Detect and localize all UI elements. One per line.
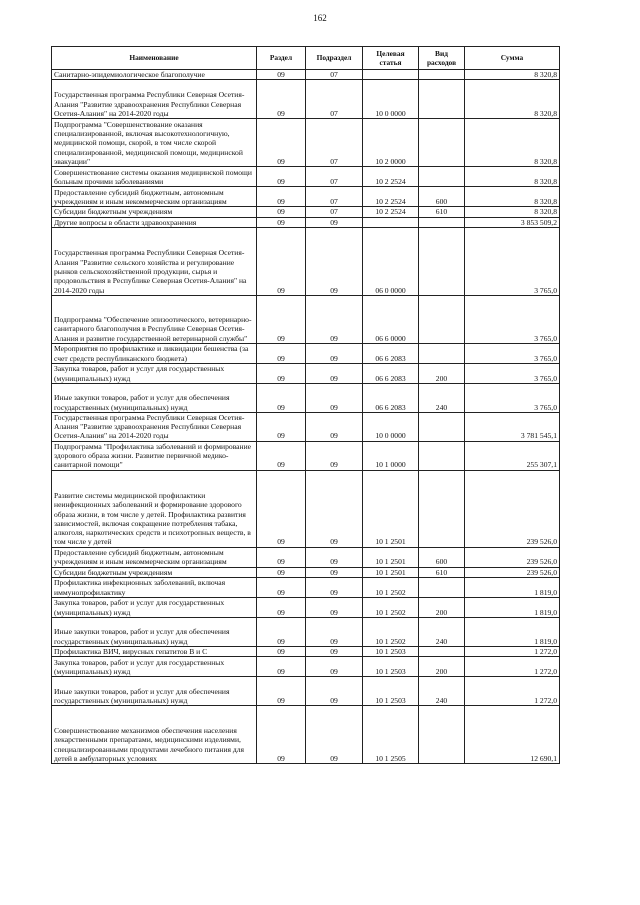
row-section-cell: 09 (257, 578, 306, 598)
row-subsection-cell: 07 (306, 80, 363, 119)
row-sum-cell: 3 853 509,2 (465, 217, 560, 227)
row-target-cell: 10 1 2501 (363, 567, 419, 577)
row-name-cell: Иные закупки товаров, работ и услуг для обеспечения государственных (муниципальных) нужд (52, 383, 257, 412)
row-section-cell: 09 (257, 441, 306, 470)
table-row (52, 441, 560, 470)
row-name-cell: Подпрограмма "Совершенствование оказания специализированной, включая высокотехнологичную, медицинской помощи, скорой, в том числе скорой специализированной, медицинской помощи, медицинской эвакуации" (52, 119, 257, 167)
row-sum-cell: 3 765,0 (465, 227, 560, 295)
table-row (52, 363, 560, 383)
row-target-cell: 10 2 0000 (363, 119, 419, 167)
row-target-cell (363, 217, 419, 227)
header-subsection: Подраздел (306, 47, 363, 70)
row-name-cell: Подпрограмма "Профилактика заболеваний и формирование здорового образа жизни. Развитие первичной медико-санитарной помощи" (52, 441, 257, 470)
row-kind-cell: 200 (419, 363, 465, 383)
table-row (52, 187, 560, 207)
row-name-cell: Санитарно-эпидемиологическое благополучие (52, 70, 257, 80)
row-subsection-cell: 09 (306, 217, 363, 227)
budget-table (51, 46, 560, 764)
row-sum-cell: 8 320,8 (465, 167, 560, 187)
row-sum-cell: 3 765,0 (465, 295, 560, 343)
row-kind-cell: 240 (419, 618, 465, 647)
row-sum-cell: 1 819,0 (465, 598, 560, 618)
row-subsection-cell: 07 (306, 187, 363, 207)
row-target-cell: 10 1 2503 (363, 657, 419, 677)
row-name-cell: Закупка товаров, работ и услуг для государственных (муниципальных) нужд (52, 598, 257, 618)
header-section: Раздел (257, 47, 306, 70)
row-kind-cell (419, 217, 465, 227)
table-row (52, 119, 560, 167)
row-name-cell: Другие вопросы в области здравоохранения (52, 217, 257, 227)
row-name-cell: Государственная программа Республики Северная Осетия-Алания "Развитие сельского хозяйства и регулирование рынков сельскохозяйственной продукции, сырья и продовольствия в Республике Северная Осетия-Алания" на 2014-2020 годы (52, 227, 257, 295)
row-name-cell: Предоставление субсидий бюджетным, автономным учреждениям и иным некоммерческим организациям (52, 547, 257, 567)
row-sum-cell: 3 781 545,1 (465, 412, 560, 441)
row-subsection-cell: 09 (306, 706, 363, 764)
row-subsection-cell: 09 (306, 567, 363, 577)
row-sum-cell: 1 272,0 (465, 677, 560, 706)
row-kind-cell: 200 (419, 598, 465, 618)
header-name: Наименование (52, 47, 257, 70)
row-name-cell: Субсидии бюджетным учреждениям (52, 207, 257, 217)
row-target-cell: 10 2 2524 (363, 187, 419, 207)
row-kind-cell (419, 343, 465, 363)
row-target-cell: 10 1 2503 (363, 677, 419, 706)
row-name-cell: Закупка товаров, работ и услуг для государственных (муниципальных) нужд (52, 657, 257, 677)
row-kind-cell (419, 578, 465, 598)
row-section-cell: 09 (257, 567, 306, 577)
table-row (52, 295, 560, 343)
row-target-cell: 06 6 0000 (363, 295, 419, 343)
row-target-cell: 10 1 2501 (363, 470, 419, 547)
row-kind-cell: 240 (419, 383, 465, 412)
row-kind-cell (419, 167, 465, 187)
table-row (52, 547, 560, 567)
row-name-cell: Государственная программа Республики Северная Осетия-Алания "Развитие здравоохранения Республики Северная Осетия-Алания" на 2014-2020 годы (52, 80, 257, 119)
row-target-cell: 06 6 2083 (363, 343, 419, 363)
row-target-cell: 06 0 0000 (363, 227, 419, 295)
row-name-cell: Мероприятия по профилактике и ликвидации бешенства (за счет средств республиканского бюджета) (52, 343, 257, 363)
row-subsection-cell: 09 (306, 383, 363, 412)
row-name-cell: Подпрограмма "Обеспечение эпизоотического, ветеринарно-санитарного благополучия в Республике Северная Осетия-Алания и развитие государственной ветеринарной службы" (52, 295, 257, 343)
table-row (52, 677, 560, 706)
row-sum-cell: 8 320,8 (465, 80, 560, 119)
row-kind-cell: 600 (419, 547, 465, 567)
row-target-cell: 10 2 2524 (363, 207, 419, 217)
row-target-cell: 10 1 2503 (363, 647, 419, 657)
row-subsection-cell: 09 (306, 647, 363, 657)
row-section-cell: 09 (257, 343, 306, 363)
row-subsection-cell: 07 (306, 119, 363, 167)
row-section-cell: 09 (257, 70, 306, 80)
row-target-cell: 10 1 2501 (363, 547, 419, 567)
row-subsection-cell: 09 (306, 578, 363, 598)
row-kind-cell (419, 295, 465, 343)
row-target-cell (363, 70, 419, 80)
row-section-cell: 09 (257, 187, 306, 207)
header-target: Целевая статья (363, 47, 419, 70)
row-subsection-cell: 09 (306, 677, 363, 706)
row-kind-cell (419, 412, 465, 441)
row-kind-cell: 610 (419, 567, 465, 577)
table-row (52, 383, 560, 412)
row-subsection-cell: 09 (306, 470, 363, 547)
row-section-cell: 09 (257, 227, 306, 295)
row-section-cell: 09 (257, 119, 306, 167)
row-target-cell: 06 6 2083 (363, 383, 419, 412)
table-header-row (52, 47, 560, 70)
row-name-cell: Иные закупки товаров, работ и услуг для обеспечения государственных (муниципальных) нужд (52, 618, 257, 647)
row-subsection-cell: 09 (306, 441, 363, 470)
table-row (52, 80, 560, 119)
row-target-cell: 10 1 2502 (363, 578, 419, 598)
table-row (52, 578, 560, 598)
table-row (52, 217, 560, 227)
row-kind-cell (419, 706, 465, 764)
row-name-cell: Иные закупки товаров, работ и услуг для обеспечения государственных (муниципальных) нужд (52, 677, 257, 706)
table-row (52, 70, 560, 80)
table-row (52, 567, 560, 577)
row-kind-cell (419, 227, 465, 295)
row-target-cell: 06 6 2083 (363, 363, 419, 383)
row-sum-cell: 1 819,0 (465, 578, 560, 598)
row-name-cell: Профилактика ВИЧ, вирусных гепатитов В и С (52, 647, 257, 657)
row-target-cell: 10 1 2502 (363, 598, 419, 618)
row-subsection-cell: 09 (306, 227, 363, 295)
row-name-cell: Профилактика инфекционных заболеваний, включая иммунопрофилактику (52, 578, 257, 598)
row-kind-cell (419, 70, 465, 80)
row-kind-cell (419, 119, 465, 167)
row-section-cell: 09 (257, 207, 306, 217)
row-sum-cell: 239 526,0 (465, 547, 560, 567)
row-subsection-cell: 09 (306, 295, 363, 343)
row-name-cell: Совершенствование системы оказания медицинской помощи больным прочими заболеваниями (52, 167, 257, 187)
row-name-cell: Государственная программа Республики Северная Осетия-Алания "Развитие здравоохранения Республики Северная Осетия-Алания" на 2014-2020 годы (52, 412, 257, 441)
row-subsection-cell: 07 (306, 167, 363, 187)
page-number: 162 (313, 13, 327, 23)
row-kind-cell: 600 (419, 187, 465, 207)
row-target-cell: 10 1 0000 (363, 441, 419, 470)
table-row (52, 706, 560, 764)
row-name-cell: Предоставление субсидий бюджетным, автономным учреждениям и иным некоммерческим организациям (52, 187, 257, 207)
row-name-cell: Субсидии бюджетным учреждениям (52, 567, 257, 577)
row-name-cell: Развитие системы медицинской профилактики неинфекционных заболеваний и формирование здорового образа жизни, в том числе у детей. Профилактика развития зависимостей, включая сокращение потребления табака, алкоголя, наркотических средств и психотропных веществ, в том числе у детей (52, 470, 257, 547)
row-sum-cell: 12 690,1 (465, 706, 560, 764)
row-section-cell: 09 (257, 618, 306, 647)
row-subsection-cell: 09 (306, 547, 363, 567)
row-kind-cell (419, 441, 465, 470)
header-kind: Вид расходов (419, 47, 465, 70)
row-target-cell: 10 0 0000 (363, 80, 419, 119)
row-name-cell: Совершенствование механизмов обеспечения населения лекарственными препаратами, медицинскими изделиями, специализированными продуктами лечебного питания для детей в амбулаторных условиях (52, 706, 257, 764)
row-subsection-cell: 09 (306, 343, 363, 363)
row-sum-cell: 1 819,0 (465, 618, 560, 647)
row-section-cell: 09 (257, 647, 306, 657)
row-kind-cell (419, 647, 465, 657)
table-row (52, 618, 560, 647)
table-row (52, 657, 560, 677)
row-target-cell: 10 1 2505 (363, 706, 419, 764)
header-sum: Сумма (465, 47, 560, 70)
row-sum-cell: 255 307,1 (465, 441, 560, 470)
row-sum-cell: 3 765,0 (465, 383, 560, 412)
table-row (52, 227, 560, 295)
row-section-cell: 09 (257, 80, 306, 119)
row-section-cell: 09 (257, 470, 306, 547)
row-sum-cell: 3 765,0 (465, 343, 560, 363)
table-row (52, 598, 560, 618)
table-row (52, 647, 560, 657)
table-row (52, 343, 560, 363)
row-section-cell: 09 (257, 657, 306, 677)
row-kind-cell: 610 (419, 207, 465, 217)
row-subsection-cell: 09 (306, 363, 363, 383)
row-target-cell: 10 0 0000 (363, 412, 419, 441)
table-row (52, 207, 560, 217)
row-kind-cell (419, 80, 465, 119)
row-kind-cell (419, 470, 465, 547)
row-sum-cell: 8 320,8 (465, 187, 560, 207)
row-target-cell: 10 1 2502 (363, 618, 419, 647)
row-subsection-cell: 09 (306, 412, 363, 441)
table-row (52, 167, 560, 187)
row-subsection-cell: 07 (306, 70, 363, 80)
row-kind-cell: 200 (419, 657, 465, 677)
row-sum-cell: 8 320,8 (465, 207, 560, 217)
row-subsection-cell: 09 (306, 657, 363, 677)
row-sum-cell: 8 320,8 (465, 119, 560, 167)
row-section-cell: 09 (257, 295, 306, 343)
row-section-cell: 09 (257, 363, 306, 383)
row-section-cell: 09 (257, 412, 306, 441)
row-kind-cell: 240 (419, 677, 465, 706)
row-section-cell: 09 (257, 383, 306, 412)
row-subsection-cell: 09 (306, 598, 363, 618)
row-name-cell: Закупка товаров, работ и услуг для государственных (муниципальных) нужд (52, 363, 257, 383)
table-row (52, 470, 560, 547)
row-section-cell: 09 (257, 677, 306, 706)
row-sum-cell: 239 526,0 (465, 470, 560, 547)
row-subsection-cell: 07 (306, 207, 363, 217)
row-section-cell: 09 (257, 217, 306, 227)
row-sum-cell: 1 272,0 (465, 647, 560, 657)
row-section-cell: 09 (257, 706, 306, 764)
row-sum-cell: 8 320,8 (465, 70, 560, 80)
row-section-cell: 09 (257, 547, 306, 567)
row-sum-cell: 239 526,0 (465, 567, 560, 577)
row-sum-cell: 1 272,0 (465, 657, 560, 677)
row-section-cell: 09 (257, 167, 306, 187)
table-row (52, 412, 560, 441)
row-subsection-cell: 09 (306, 618, 363, 647)
row-section-cell: 09 (257, 598, 306, 618)
row-sum-cell: 3 765,0 (465, 363, 560, 383)
row-target-cell: 10 2 2524 (363, 167, 419, 187)
